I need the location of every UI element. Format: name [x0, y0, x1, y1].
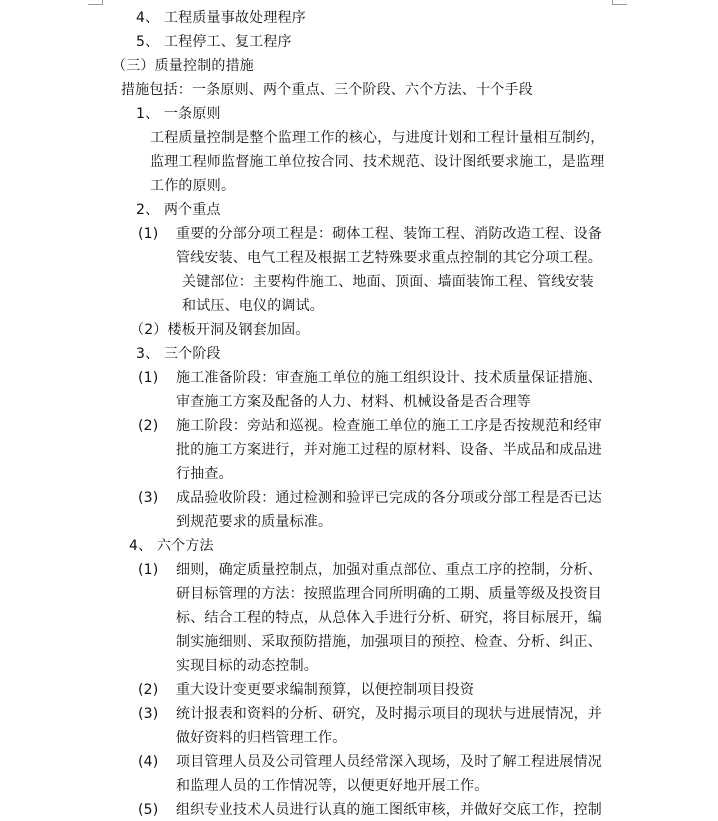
doc-line: 行抽查。	[176, 466, 233, 482]
doc-line: 施工阶段：旁站和巡视。检查施工单位的施工工序是否按规范和经审	[176, 418, 602, 434]
item-number: (5)	[138, 802, 159, 818]
doc-line: 工程质量控制是整个监理工作的核心，与进度计划和工程计量相互制约，	[150, 130, 605, 146]
doc-line: 管线安装、电气工程及根据工艺特殊要求重点控制的其它分项工程。	[176, 250, 602, 266]
doc-line: 和试压、电仪的调试。	[182, 298, 324, 314]
doc-line: 5、 工程停工、复工程序	[136, 34, 292, 50]
subsection-heading: 2、 两个重点	[136, 202, 221, 218]
doc-line: 重要的分部分项工程是：砌体工程、装饰工程、消防改造工程、设备	[176, 226, 602, 242]
doc-line: 统计报表和资料的分析、研究，及时揭示项目的现状与进展情况，并	[176, 706, 602, 722]
doc-line: 组织专业技术人员进行认真的施工图纸审核，并做好交底工作，控制	[176, 802, 602, 818]
subsection-heading: 1、 一条原则	[136, 106, 221, 122]
doc-line: 成品验收阶段：通过检测和验评已完成的各分项或分部工程是否已达	[176, 490, 602, 506]
doc-line: 实现目标的动态控制。	[176, 658, 318, 674]
doc-line: 项目管理人员及公司管理人员经常深入现场，及时了解工程进展情况	[176, 754, 602, 770]
doc-line: 到规范要求的质量标准。	[176, 514, 333, 530]
subsection-heading: 4、 六个方法	[129, 538, 214, 554]
doc-line: 措施包括：一条原则、两个重点、三个阶段、六个方法、十个手段	[121, 82, 533, 98]
doc-line: 和监理人员的工作情况等，以便更好地开展工作。	[176, 778, 489, 794]
item-number: (2)	[138, 418, 159, 434]
doc-line: 标、结合工程的特点，从总体入手进行分析、研究，将目标展开，编	[176, 610, 602, 626]
item-number: (4)	[138, 754, 159, 770]
doc-line: 细则，确定质量控制点，加强对重点部位、重点工序的控制，分析、	[176, 562, 602, 578]
item-number: (3)	[138, 490, 159, 506]
crop-mark-top-left	[88, 0, 103, 5]
doc-line: 关键部位：主要构件施工、地面、顶面、墙面装饰工程、管线安装	[182, 274, 594, 290]
crop-mark-top-right	[612, 0, 627, 5]
subsection-heading: 3、 三个阶段	[136, 346, 221, 362]
item-number: (1)	[138, 226, 159, 242]
doc-line: 工作的原则。	[150, 178, 236, 194]
doc-line: 重大设计变更要求编制预算，以便控制项目投资	[176, 682, 475, 698]
item-number: (1)	[138, 370, 159, 386]
section-heading: （三）质量控制的措施	[112, 58, 254, 74]
doc-line: 审查施工方案及配备的人力、材料、机械设备是否合理等	[176, 394, 531, 410]
item-number: (2)	[138, 682, 159, 698]
item-number: (3)	[138, 706, 159, 722]
item-number: (1)	[138, 562, 159, 578]
doc-line: 做好资料的归档管理工作。	[176, 730, 347, 746]
doc-line: 批的施工方案进行，并对施工过程的原材料、设备、半成品和成品进	[176, 442, 602, 458]
doc-line: 监理工程师监督施工单位按合同、技术规范、设计图纸要求施工，是监理	[150, 154, 605, 170]
doc-line: 4、 工程质量事故处理程序	[136, 10, 306, 26]
doc-line: 施工准备阶段：审查施工单位的施工组织设计、技术质量保证措施、	[176, 370, 602, 386]
doc-line: 制实施细则、采取预防措施，加强项目的预控、检查、分析、纠正、	[176, 634, 602, 650]
doc-line: 研目标管理的方法：按照监理合同所明确的工期、质量等级及投资目	[176, 586, 602, 602]
doc-line: （2）楼板开洞及钢套加固。	[130, 322, 310, 338]
